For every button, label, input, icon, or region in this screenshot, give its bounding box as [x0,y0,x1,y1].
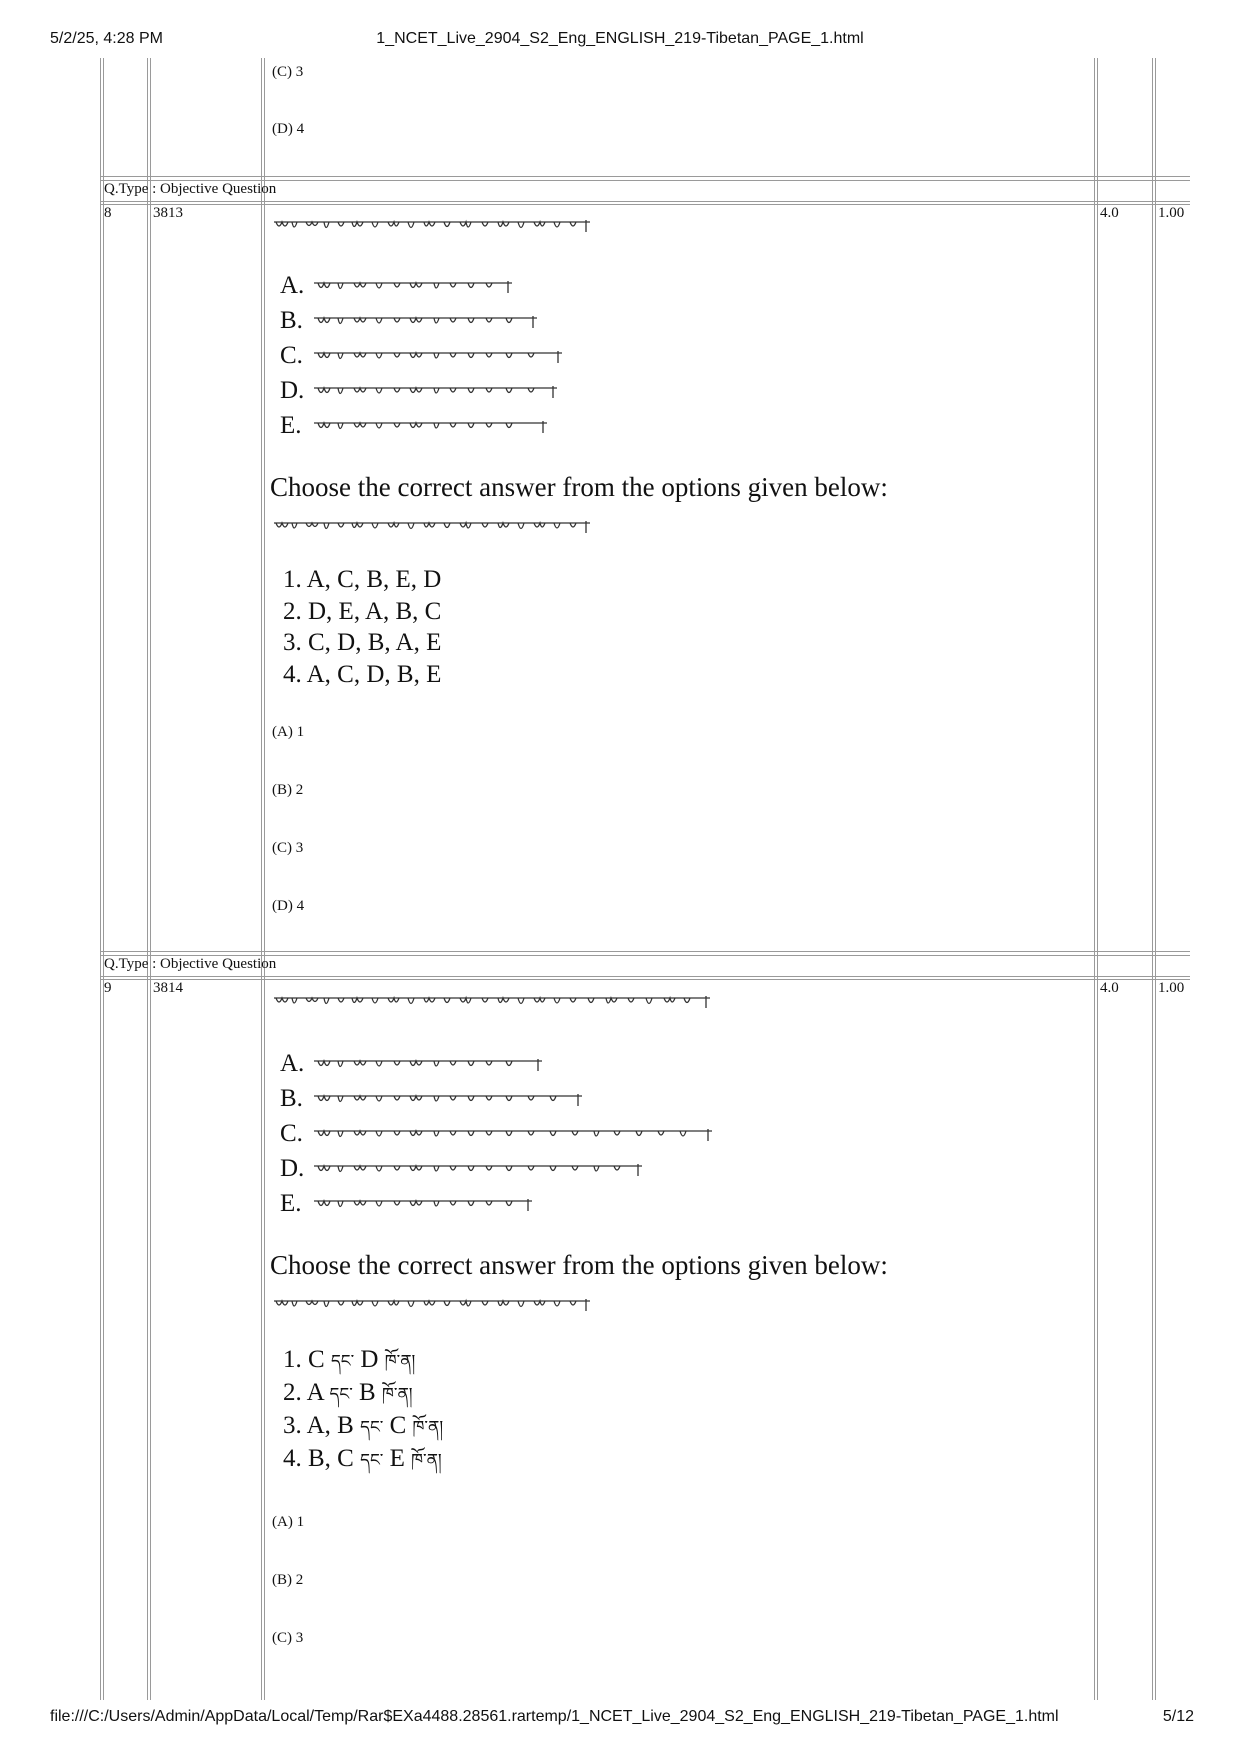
statement-list [280,1046,714,1221]
answer-3: 3. A, B དང་ C ཁོ་ན། [283,1412,444,1440]
question-type-label: Q.Type : Objective Question [104,956,277,972]
tibetan-statement-image [314,418,549,436]
answer-1: 1. A, C, B, E, D [283,566,442,593]
answer-4: 4. A, C, D, B, E [283,660,442,688]
answer-2: 2. A དང་ B ཁོ་ན། [283,1379,413,1407]
tibetan-statement-image [314,348,564,366]
print-footer [0,1708,1240,1730]
answer-1: 1. C དང་ D ཁོ་ན། [283,1346,416,1373]
question-number: 8 [104,205,112,221]
tibetan-statement-image [314,313,539,331]
option-c: (C) 3 [272,64,304,80]
tibetan-statement-image [314,1056,544,1074]
question-marks: 4.0 [1100,205,1119,221]
page-number: 5/12 [1162,1708,1194,1725]
question-id: 3813 [153,205,183,221]
question-marks: 4.0 [1100,980,1119,996]
tibetan-statement-image [314,1126,714,1144]
statement-e: E. [280,1186,714,1221]
statement-b: B. [280,303,564,338]
statement-d: D. [280,373,564,408]
print-title: 1_NCET_Live_2904_S2_Eng_ENGLISH_219-Tibetan_PAGE_1.html [376,30,864,47]
statement-e: E. [280,408,564,443]
option-b: (B) 2 [272,1572,304,1588]
print-datetime: 5/2/25, 4:28 PM [50,30,163,47]
statement-d: D. [280,1151,714,1186]
question-number: 9 [104,980,112,996]
choose-instruction: Choose the correct answer from the options given below: [270,472,888,502]
negative-marks: 1.00 [1158,980,1185,996]
statement-list [280,268,564,443]
print-header [0,30,1240,52]
option-c: (C) 3 [272,840,304,856]
question-id: 3814 [153,980,183,996]
answer-4: 4. B, C དང་ E ཁོ་ན། [283,1445,442,1473]
question-type-label: Q.Type : Objective Question [104,181,277,197]
statement-c: C. [280,1116,714,1151]
answer-3: 3. C, D, B, A, E [283,629,442,656]
tibetan-instruction-image [272,1293,592,1315]
tibetan-instruction-image [272,515,592,537]
option-d: (D) 4 [272,121,305,137]
option-a: (A) 1 [272,1514,305,1530]
choose-instruction: Choose the correct answer from the options given below: [270,1250,888,1280]
option-c: (C) 3 [272,1630,304,1646]
file-path: file:///C:/Users/Admin/AppData/Local/Temp/Rar$EXa4488.28561.rartemp/1_NCET_Live_2904_S2_Eng_ENGLISH_219-Tibetan_PAGE_1.html [50,1708,1059,1725]
statement-c: C. [280,338,564,373]
tibetan-question-text-image [272,990,712,1012]
tibetan-question-text-image [272,214,592,236]
option-b: (B) 2 [272,782,304,798]
answer-combinations [283,1344,443,1476]
tibetan-statement-image [314,278,514,296]
tibetan-statement-image [314,1196,534,1214]
answer-2: 2. D, E, A, B, C [283,597,442,625]
negative-marks: 1.00 [1158,205,1185,221]
answer-combinations [283,564,441,690]
tibetan-statement-image [314,1091,584,1109]
tibetan-statement-image [314,1161,644,1179]
statement-a: A. [280,1046,714,1081]
option-a: (A) 1 [272,724,305,740]
tibetan-statement-image [314,383,559,401]
statement-a: A. [280,268,564,303]
option-d: (D) 4 [272,898,305,914]
statement-b: B. [280,1081,714,1116]
